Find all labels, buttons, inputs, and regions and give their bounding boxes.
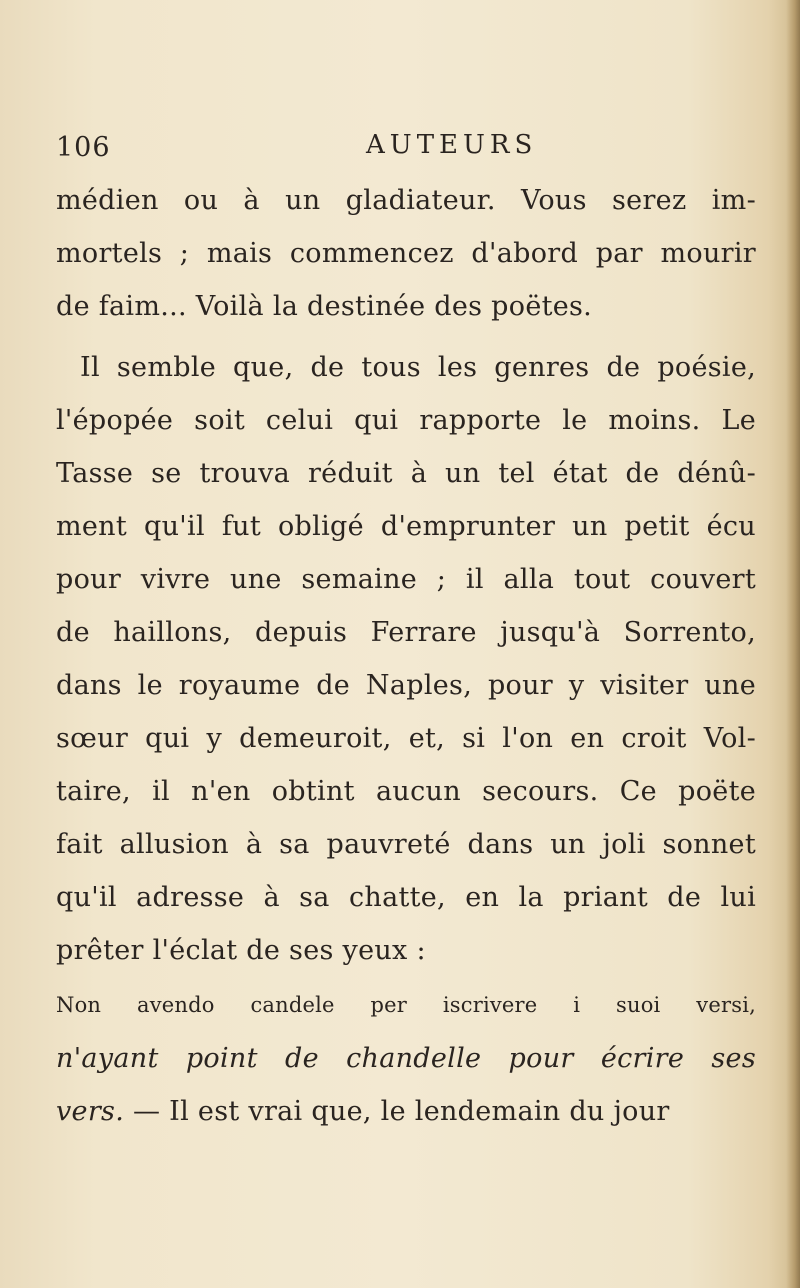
italian-quote: Non avendo candele per iscrivere i suoi versi, [56, 993, 756, 1017]
text-line: taire, il n'en obtint aucun secours. Ce poëte [56, 776, 756, 807]
paragraph-2 [56, 341, 756, 977]
text-line: fait allusion à sa pauvreté dans un joli sonnet [56, 829, 756, 860]
final-line-italic: vers. [56, 1096, 125, 1127]
text-line: sœur qui y demeuroit, et, si l'on en croit Vol- [56, 723, 756, 754]
text-line: pour vivre une semaine ; il alla tout couvert [56, 564, 756, 595]
quote-translation: n'ayant point de chandelle pour écrire ses [56, 1043, 756, 1074]
text-line: de haillons, depuis Ferrare jusqu'à Sorrento, [56, 617, 756, 648]
text-line: prêter l'éclat de ses yeux : [56, 935, 426, 966]
text-line: mortels ; mais commencez d'abord par mourir [56, 238, 756, 269]
page-edge-shadow [786, 0, 800, 1288]
final-line [56, 1085, 756, 1138]
final-line-rest: — Il est vrai que, le lendemain du jour [124, 1096, 670, 1127]
text-line: médien ou à un gladiateur. Vous serez im- [56, 185, 756, 216]
text-line: Il semble que, de tous les genres de poésie, [80, 352, 756, 383]
page-text [56, 118, 756, 1138]
text-line: qu'il adresse à sa chatte, en la priant de lui [56, 882, 756, 913]
text-line: ment qu'il fut obligé d'emprunter un petit écu [56, 511, 756, 542]
text-line: l'épopée soit celui qui rapporte le moins. Le [56, 405, 756, 436]
text-line: dans le royaume de Naples, pour y visiter une [56, 670, 756, 701]
running-title: AUTEURS [366, 130, 538, 160]
page-number: 106 [56, 132, 111, 163]
text-line: Tasse se trouva réduit à un tel état de dénû- [56, 458, 756, 489]
text-line: de faim... Voilà la destinée des poëtes. [56, 291, 593, 322]
running-head [56, 118, 756, 174]
paragraph-1 [56, 174, 756, 333]
